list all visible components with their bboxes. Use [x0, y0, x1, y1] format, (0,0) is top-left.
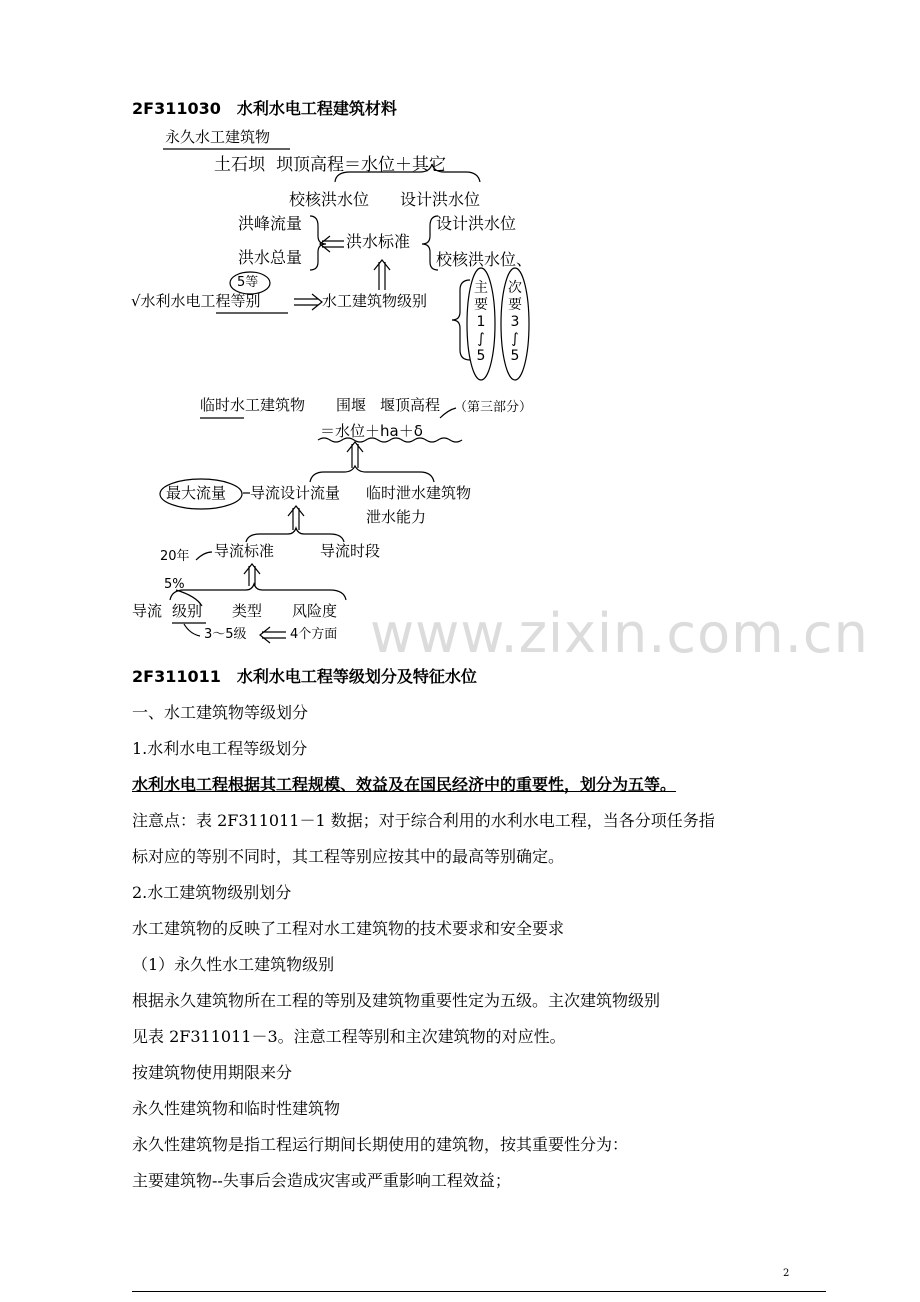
body-line: 根据永久建筑物所在工程的等别及建筑物重要性定为五级。主次建筑物级别 — [132, 991, 661, 1010]
body-line: 见表 2F311011－3。注意工程等别和主次建筑物的对应性。 — [132, 1027, 566, 1046]
body-line: 1.水利水电工程等级划分 — [132, 739, 308, 758]
body-line: 永久性建筑物和临时性建筑物 — [132, 1099, 341, 1118]
permanent-buildings-label: 永久水工建筑物 — [165, 128, 271, 146]
diversion-label: 导流 — [132, 602, 163, 620]
part-three-label: （第三部分） — [454, 400, 533, 415]
five-grades-label: 5等 — [237, 275, 259, 290]
diversion-standard-label: 导流标准 — [214, 542, 275, 560]
type-label: 类型 — [232, 602, 263, 620]
body-line: 水工建筑物的反映了工程对水工建筑物的技术要求和安全要求 — [132, 919, 565, 938]
body-line: 一、水工建筑物等级划分 — [132, 703, 309, 722]
discharge-capacity-label: 泄水能力 — [366, 508, 427, 526]
key-statement: 水利水电工程根据其工程规模、效益及在国民经济中的重要性，划分为五等。 — [132, 775, 677, 794]
four-aspects-label: 4个方面 — [290, 627, 338, 642]
section-heading-grades: 2F311011 水利水电工程等级划分及特征水位 — [132, 667, 477, 686]
max-flow-label: 最大流量 — [166, 484, 227, 502]
temporary-buildings-label: 临时水工建筑物 — [200, 396, 306, 414]
watermark: www.zixin.com.cn — [370, 602, 869, 665]
five-percent-label: 5% — [164, 577, 185, 592]
cofferdam-label: 围堰 — [336, 396, 367, 414]
weir-crest-label: 堰顶高程 — [380, 396, 441, 414]
body-line: 2.水工建筑物级别划分 — [132, 883, 292, 902]
flood-volume-label: 洪水总量 — [238, 248, 303, 267]
earth-dam-label: 土石坝 — [214, 155, 265, 175]
body-line: 注意点：表 2F311011－1 数据；对于综合利用的水利水电工程，当各分项任务指 — [132, 811, 715, 830]
diversion-design-flow-label: 导流设计流量 — [250, 484, 341, 502]
three-to-five-label: 3～5级 — [204, 627, 247, 642]
body-line: 按建筑物使用期限来分 — [132, 1063, 293, 1082]
diversion-period-label: 导流时段 — [320, 542, 381, 560]
section-heading-materials: 2F311030 水利水电工程建筑材料 — [132, 99, 397, 118]
footer-rule — [132, 1291, 826, 1292]
twenty-years-label: 20年 — [160, 549, 190, 564]
temp-outlet-label: 临时泄水建筑物 — [366, 484, 472, 502]
secondary-buildings-column: 次 要 3 ∫ 5 — [508, 280, 522, 364]
main-buildings-column: 主 要 1 ∫ 5 — [474, 280, 488, 364]
engineering-grade-label: √水利水电工程等别 — [131, 292, 261, 310]
risk-label: 风险度 — [292, 602, 338, 620]
body-line: 主要建筑物--失事后会造成灾害或严重影响工程效益； — [132, 1171, 511, 1190]
crest-formula-label: 坝顶高程＝水位＋其它 — [276, 155, 446, 175]
body-line: （1）永久性水工建筑物级别 — [132, 955, 335, 974]
weir-formula-label: ＝水位＋ha＋δ — [320, 422, 423, 440]
check-flood-level-2-label: 校核洪水位、 — [436, 250, 533, 269]
design-flood-level-label: 设计洪水位 — [400, 190, 481, 209]
peak-flow-label: 洪峰流量 — [238, 214, 303, 233]
building-level-label: 水工建筑物级别 — [322, 292, 428, 310]
level-label: 级别 — [172, 602, 203, 620]
flood-standard-label: 洪水标准 — [346, 232, 411, 251]
check-flood-level-label: 校核洪水位 — [289, 190, 370, 209]
design-flood-level-2-label: 设计洪水位 — [436, 214, 517, 233]
body-line: 永久性建筑物是指工程运行期间长期使用的建筑物，按其重要性分为： — [132, 1135, 629, 1154]
page-number: 2 — [783, 1268, 790, 1279]
body-line: 标对应的等别不同时，其工程等别应按其中的最高等别确定。 — [132, 847, 565, 866]
